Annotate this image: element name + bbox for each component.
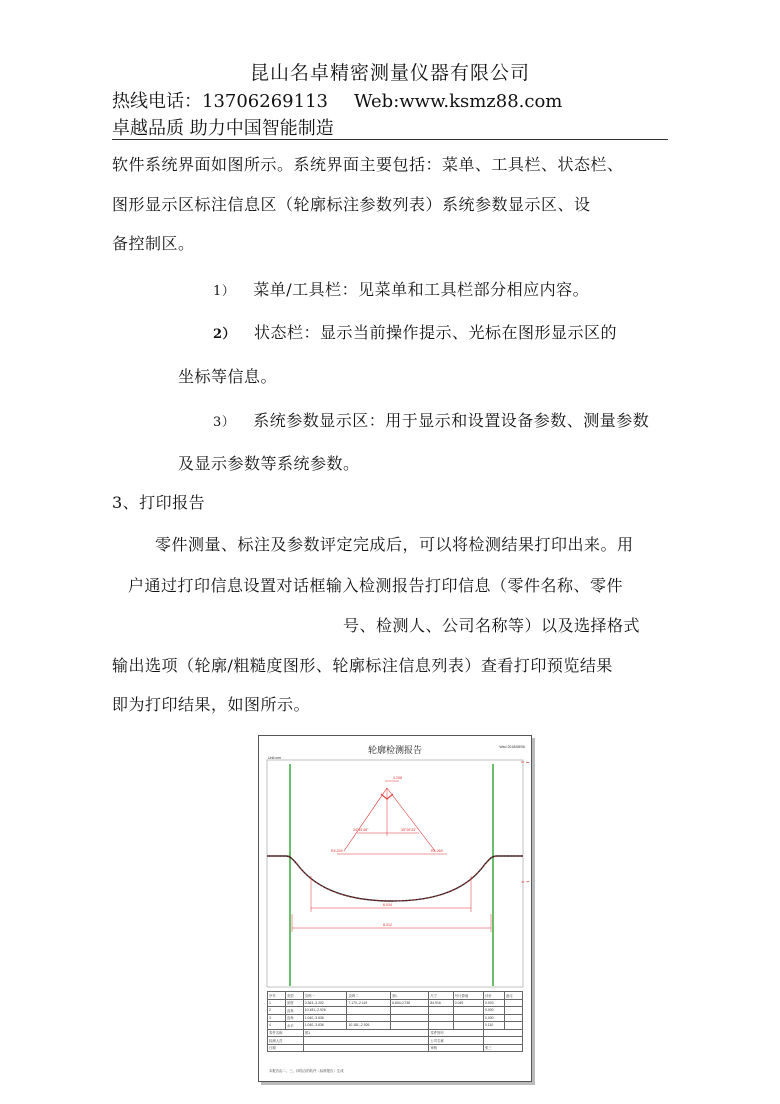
table-cell bbox=[303, 1044, 429, 1052]
list-number: 2） bbox=[213, 327, 237, 342]
profile-curve bbox=[267, 856, 523, 901]
left-flank-line bbox=[344, 788, 387, 851]
list-number: 1） bbox=[213, 284, 236, 299]
table-cell bbox=[484, 1037, 523, 1045]
list-text: 菜单/工具栏：见菜单和工具栏部分相应内容。 bbox=[253, 280, 590, 299]
table-row bbox=[268, 1037, 523, 1045]
table-cell: 10.181,-2.926 bbox=[347, 1022, 391, 1030]
table-cell: 尺寸 bbox=[429, 992, 453, 1000]
paragraph-line: 输出选项（轮廓/粗糙度图形、轮廓标注信息列表）查看打印预览结果 bbox=[112, 656, 613, 675]
table-cell bbox=[391, 1007, 429, 1015]
table-cell bbox=[505, 1014, 523, 1022]
label-angle-right: 35°26'33" bbox=[401, 828, 417, 832]
table-cell: 页码二 bbox=[347, 992, 391, 1000]
list-item-3-cont: 及显示参数等系统参数。 bbox=[178, 454, 360, 473]
table-cell: 0.000 bbox=[484, 1014, 505, 1022]
report-title: 轮廓检测报告 bbox=[367, 746, 422, 756]
table-cell bbox=[391, 1014, 429, 1022]
table-cell bbox=[347, 1007, 391, 1015]
table-cell: 审核 bbox=[429, 1044, 484, 1052]
table-cell: 1.040,-3.636 bbox=[303, 1022, 347, 1030]
table-cell: 84.916 bbox=[429, 999, 453, 1007]
list-item-2-cont: 坐标等信息。 bbox=[178, 367, 278, 386]
list-text: 系统参数显示区：用于显示和设置设备参数、测量参数 bbox=[253, 411, 650, 430]
label-angle-left: 34°15'48" bbox=[353, 828, 369, 832]
table-cell: 宽度 bbox=[285, 999, 303, 1007]
list-item-2 bbox=[213, 320, 617, 343]
label-top: 3.208 bbox=[393, 776, 402, 780]
paragraph-line: 软件系统界面如图所示。系统界面主要包括：菜单、工具栏、状态栏、 bbox=[112, 155, 624, 174]
list-number: 3） bbox=[213, 415, 236, 430]
table-cell bbox=[505, 999, 523, 1007]
report-footer: 本报告由二、三、四结合的软件（标准报告）生成 bbox=[269, 1069, 344, 1073]
label-radius-right: R4.269 bbox=[431, 849, 443, 853]
table-row bbox=[268, 1022, 523, 1030]
table-row bbox=[268, 992, 523, 1000]
list-item-1 bbox=[213, 277, 589, 300]
table-cell: 10.181,-2.926 bbox=[303, 1007, 347, 1015]
list-item-3 bbox=[213, 408, 649, 431]
label-width-inner: 6.034 bbox=[383, 903, 392, 907]
paragraph-line: 备控制区。 bbox=[112, 234, 195, 253]
table-cell bbox=[453, 1007, 483, 1015]
table-cell: 检测人员 bbox=[268, 1037, 304, 1045]
label-radius-left: R4.249 bbox=[331, 849, 343, 853]
table-cell: 页码一 bbox=[303, 992, 347, 1000]
paragraph-line: 户通过打印信息设置对话框输入检测报告打印信息（零件名称、零件 bbox=[128, 576, 624, 595]
table-row bbox=[268, 1044, 523, 1052]
table-cell bbox=[303, 1037, 429, 1045]
right-flank-line bbox=[387, 788, 435, 851]
table-cell bbox=[429, 1022, 453, 1030]
table-cell: 3 bbox=[268, 1014, 286, 1022]
table-cell bbox=[484, 1029, 523, 1037]
website[interactable]: Web:www.ksmz88.com bbox=[353, 91, 563, 112]
company-name: 昆山名卓精密测量仪器有限公司 bbox=[249, 62, 530, 84]
table-cell: 7.170,-2.119 bbox=[347, 999, 391, 1007]
table-cell bbox=[347, 1014, 391, 1022]
table-cell bbox=[453, 1014, 483, 1022]
table-row bbox=[268, 1029, 523, 1037]
list-text: 状态栏：显示当前操作提示、光标在图形显示区的 bbox=[254, 323, 618, 342]
table-cell: 6.804,0.738 bbox=[391, 999, 429, 1007]
header-divider bbox=[112, 139, 668, 140]
paragraph-line: 图形显示区标注信息区（轮廓标注参数列表）系统参数显示区、设 bbox=[112, 195, 591, 214]
table-cell: 0.049 bbox=[453, 999, 483, 1007]
slogan: 卓越品质 助力中国智能制造 bbox=[112, 118, 334, 139]
guide-arc bbox=[521, 762, 531, 882]
table-cell: 日期 bbox=[268, 1044, 304, 1052]
table-cell: 宽L bbox=[391, 992, 429, 1000]
table-cell bbox=[391, 1022, 429, 1030]
table-cell: 0.003 bbox=[484, 999, 505, 1007]
table-cell: 1.040,-3.636 bbox=[303, 1014, 347, 1022]
table-cell: 水平 bbox=[285, 1022, 303, 1030]
paragraph-line: 即为打印结果，如图所示。 bbox=[112, 695, 311, 714]
report-figure bbox=[258, 735, 532, 1082]
table-row bbox=[268, 1014, 523, 1022]
table-cell: 公司名称 bbox=[429, 1037, 484, 1045]
table-cell: 0.000 bbox=[484, 1007, 505, 1015]
table-cell bbox=[505, 1007, 523, 1015]
table-cell: 2 bbox=[268, 1007, 286, 1015]
table-cell bbox=[429, 1014, 453, 1022]
table-cell: 0.110 bbox=[484, 1022, 505, 1030]
table-cell: 评价 bbox=[484, 992, 505, 1000]
table-row bbox=[268, 1007, 523, 1015]
table-cell: 直角 bbox=[285, 1014, 303, 1022]
contact-line bbox=[112, 87, 562, 113]
table-cell: 号计算值 bbox=[453, 992, 483, 1000]
paragraph-line: 零件测量、标注及参数评定完成后，可以将检测结果打印出来。用 bbox=[155, 535, 634, 554]
table-cell: 张三 bbox=[484, 1044, 523, 1052]
table-cell: 类型 bbox=[285, 992, 303, 1000]
section-title: 3、打印报告 bbox=[112, 493, 206, 512]
table-row bbox=[268, 999, 523, 1007]
table-cell: 直角 bbox=[285, 1007, 303, 1015]
table-cell: 0.363,-3.202 bbox=[303, 999, 347, 1007]
paragraph-line: 号、检测人、公司名称等）以及选择格式 bbox=[343, 616, 641, 635]
hotline: 热线电话：13706269113 bbox=[112, 91, 328, 112]
table-cell: 零件名称 bbox=[268, 1029, 304, 1037]
table-cell bbox=[453, 1022, 483, 1030]
table-cell: 序号 bbox=[268, 992, 286, 1000]
report-unit: Unit:mm bbox=[268, 756, 282, 760]
report-date: Wed 2018/08/06 bbox=[499, 745, 525, 749]
table-cell: 4 bbox=[268, 1022, 286, 1030]
table-cell: 零件图号 bbox=[429, 1029, 484, 1037]
fit-curve bbox=[267, 856, 523, 901]
report-table bbox=[267, 991, 523, 1052]
table-cell: 1 bbox=[268, 999, 286, 1007]
table-cell bbox=[429, 1007, 453, 1015]
table-cell: 备注 bbox=[505, 992, 523, 1000]
label-width-outer: 8.312 bbox=[383, 923, 392, 927]
table-cell: 图1 bbox=[303, 1029, 429, 1037]
table-cell bbox=[505, 1022, 523, 1030]
